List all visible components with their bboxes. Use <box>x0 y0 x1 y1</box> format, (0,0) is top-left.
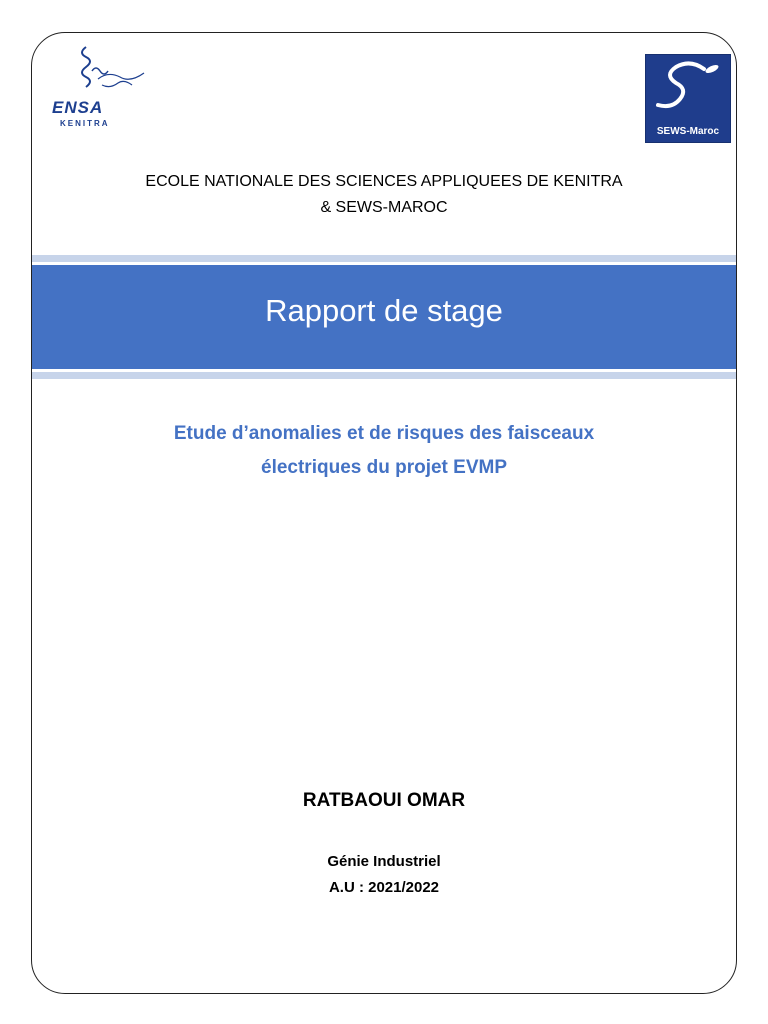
ensa-logo-name: ENSA <box>52 98 104 117</box>
subject-line-2: électriques du projet EVMP <box>261 457 507 478</box>
sews-s-mark-icon <box>646 55 730 125</box>
school-heading <box>32 169 736 221</box>
ensa-logo-city: KENITRA <box>60 119 110 128</box>
subject-line-1: Etude d’anomalies et de risques des faisceaux <box>173 423 595 444</box>
author-name: RATBAOUI OMAR <box>302 790 466 811</box>
school-line-1: ECOLE NATIONALE DES SCIENCES APPLIQUEES DE KENITRA <box>145 173 623 190</box>
program-info <box>32 849 736 901</box>
banner-top-rule <box>32 255 736 262</box>
school-line-2: & SEWS-MAROC <box>320 199 448 216</box>
sews-logo <box>645 54 731 143</box>
banner-bottom-rule <box>32 372 736 379</box>
report-subject <box>92 417 676 485</box>
cover-page <box>31 32 737 994</box>
field-of-study: Génie Industriel <box>327 853 441 870</box>
report-title: Rapport de stage <box>265 293 503 328</box>
academic-year: A.U : 2021/2022 <box>328 879 440 896</box>
title-banner <box>32 265 736 369</box>
sews-logo-label: SEWS-Maroc <box>656 126 720 137</box>
